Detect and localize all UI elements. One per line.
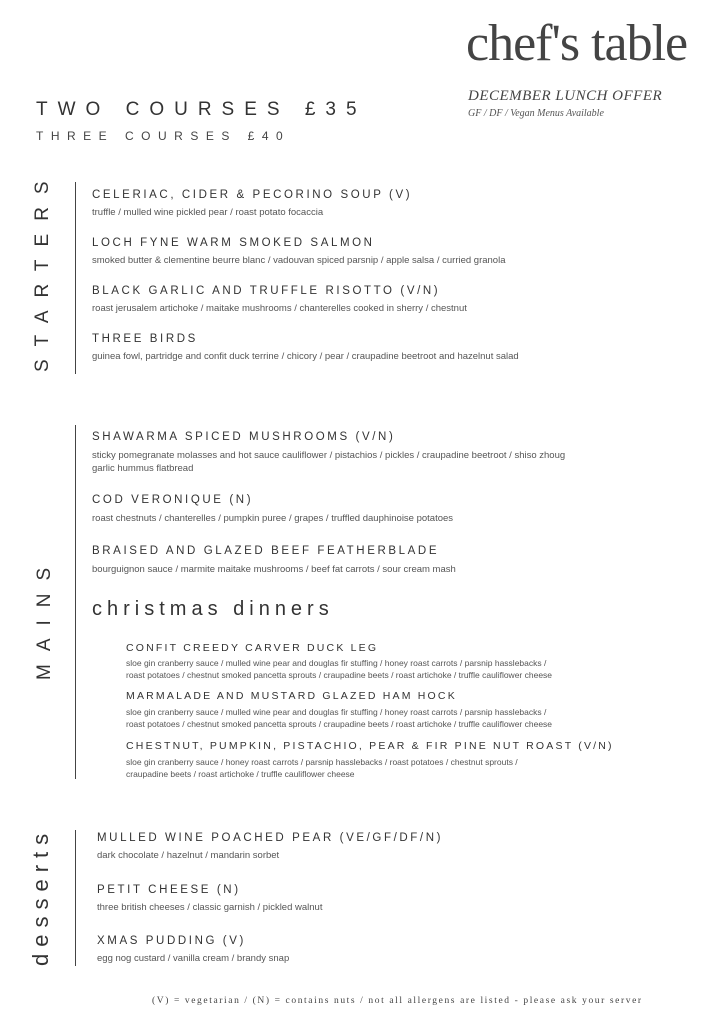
starters-divider (75, 182, 76, 374)
dessert-2-desc: three british cheeses / classic garnish / pickled walnut (97, 902, 323, 913)
xmas-3-title: CHESTNUT, PUMPKIN, PISTACHIO, PEAR & FIR PINE NUT ROAST (V/N) (126, 740, 614, 752)
chefs-table-logo: chef's table (466, 15, 688, 72)
xmas-1-title: CONFIT CREEDY CARVER DUCK LEG (126, 642, 379, 654)
xmas-2-title: MARMALADE AND MUSTARD GLAZED HAM HOCK (126, 690, 457, 702)
mains-section-label: MAINS (34, 554, 55, 680)
offer-subtitle: GF / DF / Vegan Menus Available (468, 108, 604, 119)
price-three-courses: THREE COURSES £40 (36, 129, 291, 143)
dessert-3-desc: egg nog custard / vanilla cream / brandy snap (97, 953, 290, 964)
offer-title: DECEMBER LUNCH OFFER (468, 88, 663, 104)
price-two-courses: TWO COURSES £35 (36, 99, 367, 120)
christmas-dinners-heading: christmas dinners (92, 598, 334, 620)
starters-section-label: STARTERS (32, 168, 53, 372)
starter-4-title: THREE BIRDS (92, 333, 198, 345)
main-1-title: SHAWARMA SPICED MUSHROOMS (V/N) (92, 431, 396, 443)
allergen-footer: (V) = vegetarian / (N) = contains nuts / not all allergens are listed - please ask your server (152, 996, 643, 1006)
main-3-title: BRAISED AND GLAZED BEEF FEATHERBLADE (92, 545, 440, 557)
main-1-desc-line1: sticky pomegranate molasses and hot sauce cauliflower / pistachios / pickles / craupadine beetroot / shiso zhoug (92, 450, 566, 461)
xmas-3-desc-line2: craupadine beets / roast artichoke / truffle cauliflower cheese (126, 769, 355, 779)
starter-4-desc: guinea fowl, partridge and confit duck terrine / chicory / pear / craupadine beetroot and hazelnut salad (92, 351, 519, 362)
main-2-title: COD VERONIQUE (N) (92, 494, 254, 506)
xmas-1-desc-line1: sloe gin cranberry sauce / mulled wine pear and douglas fir stuffing / honey roast carrots / parsnip hasslebacks / (126, 658, 547, 668)
dessert-1-title: MULLED WINE POACHED PEAR (VE/GF/DF/N) (97, 832, 444, 844)
xmas-2-desc-line1: sloe gin cranberry sauce / mulled wine pear and douglas fir stuffing / honey roast carrots / parsnip hasslebacks / (126, 707, 547, 717)
dessert-1-desc: dark chocolate / hazelnut / mandarin sorbet (97, 850, 280, 861)
starter-1-title: CELERIAC, CIDER & PECORINO SOUP (V) (92, 189, 413, 201)
starter-2-desc: smoked butter & clementine beurre blanc / vadouvan spiced parsnip / apple salsa / curried granola (92, 255, 506, 266)
starter-1-desc: truffle / mulled wine pickled pear / roast potato focaccia (92, 207, 324, 218)
desserts-divider (75, 830, 76, 966)
main-3-desc: bourguignon sauce / marmite maitake mushrooms / beef fat carrots / sour cream mash (92, 564, 456, 575)
main-2-desc: roast chestnuts / chanterelles / pumpkin puree / grapes / truffled dauphinoise potatoes (92, 513, 454, 524)
xmas-1-desc-line2: roast potatoes / chestnut smoked pancetta sprouts / craupadine beets / roast artichoke / truffle cauliflower cheese (126, 670, 553, 680)
starter-3-desc: roast jerusalem artichoke / maitake mushrooms / chanterelles cooked in sherry / chestnut (92, 303, 467, 314)
desserts-section-label: desserts (28, 826, 53, 966)
dessert-3-title: XMAS PUDDING (V) (97, 935, 246, 947)
starter-3-title: BLACK GARLIC AND TRUFFLE RISOTTO (V/N) (92, 285, 441, 297)
starter-2-title: LOCH FYNE WARM SMOKED SALMON (92, 237, 375, 249)
xmas-3-desc-line1: sloe gin cranberry sauce / honey roast carrots / parsnip hasslebacks / roast potatoes / chestnut sprouts / (126, 757, 518, 767)
dessert-2-title: PETIT CHEESE (N) (97, 884, 241, 896)
main-1-desc-line2: garlic hummus flatbread (92, 463, 194, 474)
xmas-2-desc-line2: roast potatoes / chestnut smoked pancetta sprouts / craupadine beets / roast artichoke / truffle cauliflower cheese (126, 719, 553, 729)
mains-divider (75, 425, 76, 779)
